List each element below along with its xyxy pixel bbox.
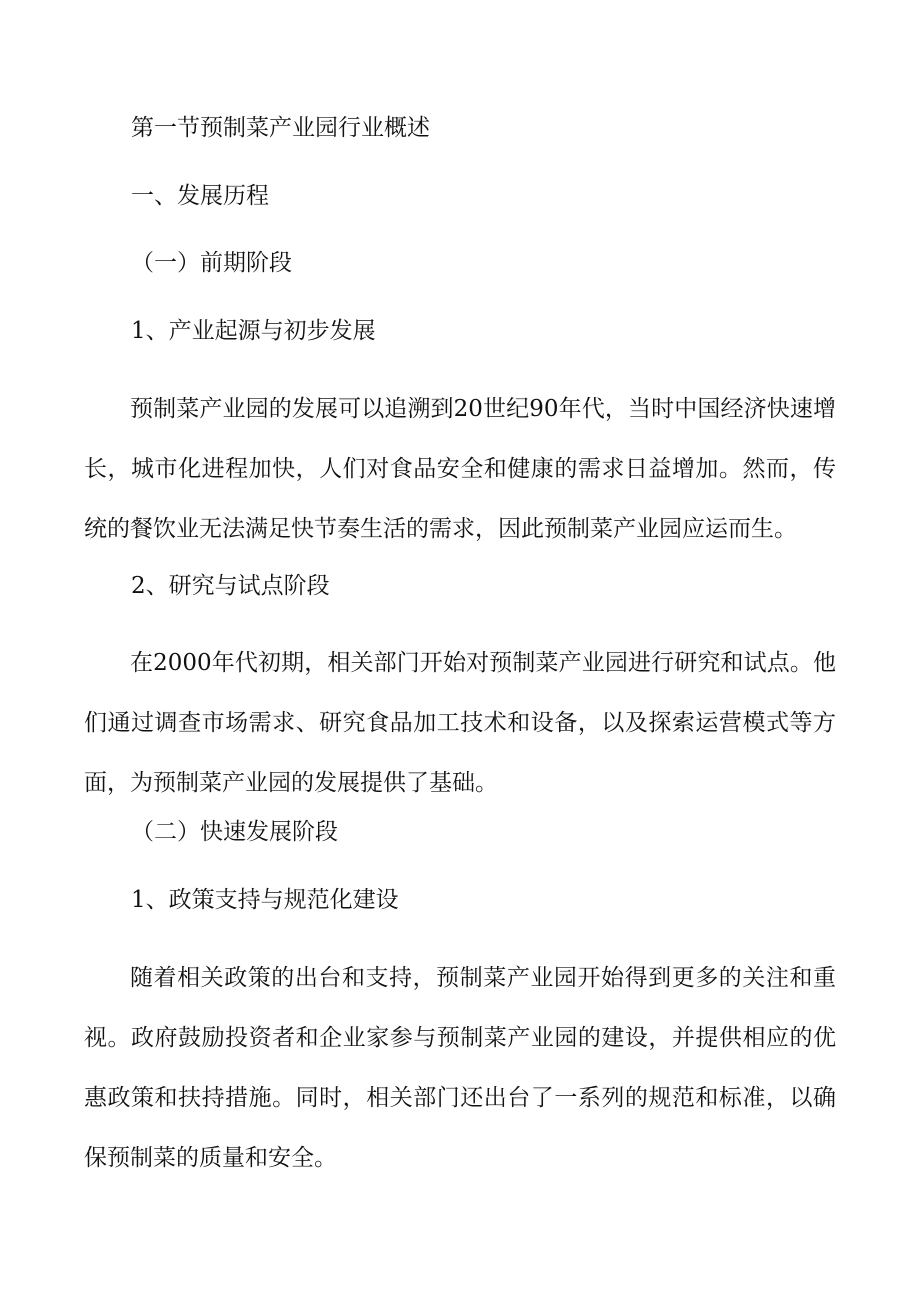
paragraph-research-pilot: 在2000年代初期，相关部门开始对预制菜产业园进行研究和试点。他们通过调查市场需求、研究食品加工技术和设备，以及探索运营模式等方面，为预制菜产业园的发展提供了基础。	[84, 650, 836, 796]
subheading-rapid-development: （二）快速发展阶段	[131, 819, 338, 845]
section-title: 第一节预制菜产业园行业概述	[131, 115, 430, 141]
heading-development-history: 一、发展历程	[131, 183, 269, 209]
item-research-pilot: 2、研究与试点阶段	[131, 573, 330, 599]
subheading-early-stage: （一）前期阶段	[131, 250, 292, 276]
item-policy-support: 1、政策支持与规范化建设	[131, 887, 399, 913]
paragraph-policy-support: 随着相关政策的出台和支持，预制菜产业园开始得到更多的关注和重视。政府鼓励投资者和企业家参与预制菜产业园的建设，并提供相应的优惠政策和扶持措施。同时，相关部门还出台了一系列的规范和标准，以确保预制菜的质量和安全。	[84, 965, 836, 1171]
paragraph-industry-origin: 预制菜产业园的发展可以追溯到20世纪90年代，当时中国经济快速增长，城市化进程加快，人们对食品安全和健康的需求日益增加。然而，传统的餐饮业无法满足快节奏生活的需求，因此预制菜产业园应运而生。	[84, 396, 836, 542]
item-industry-origin: 1、产业起源与初步发展	[131, 318, 376, 344]
